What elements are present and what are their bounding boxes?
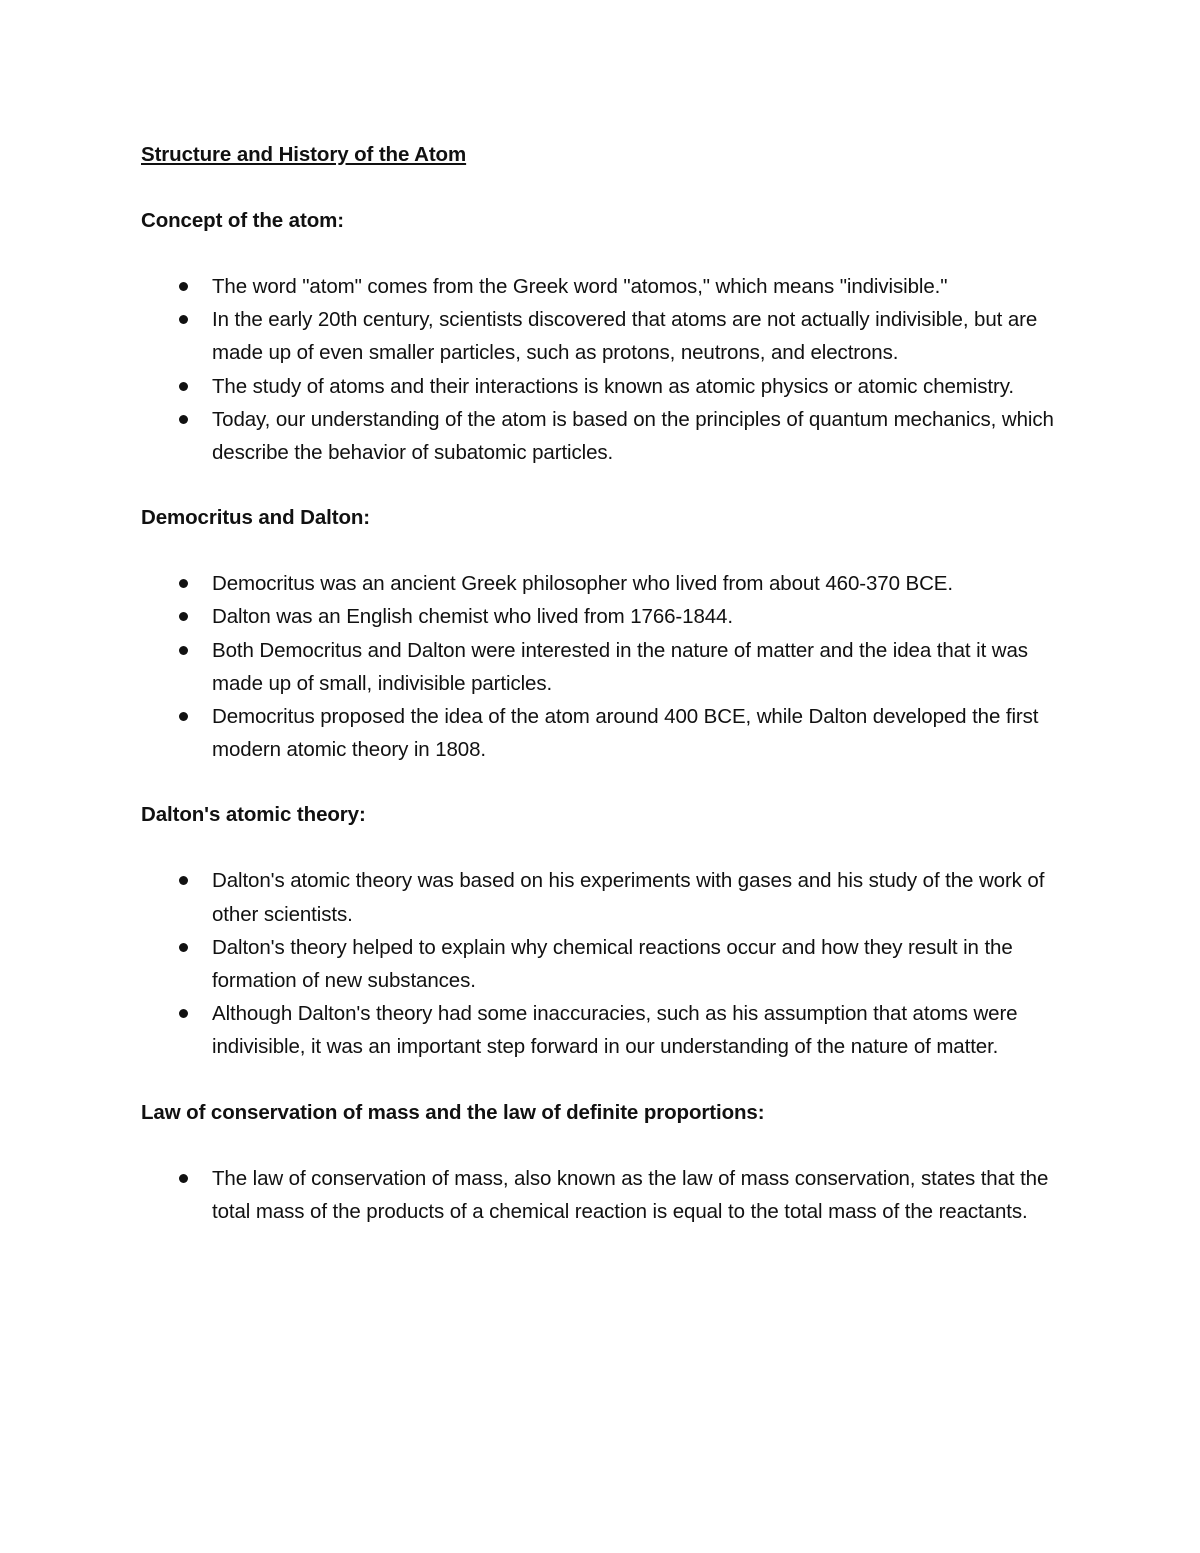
list-item: The study of atoms and their interactions is known as atomic physics or atomic chemistry. — [141, 370, 1061, 403]
bullet-list — [141, 270, 1061, 469]
list-item: Both Democritus and Dalton were interested in the nature of matter and the idea that it was made up of small, indivisible particles. — [141, 634, 1061, 700]
bullet-list — [141, 1162, 1061, 1228]
bullet-list — [141, 567, 1061, 766]
list-item: Democritus was an ancient Greek philosopher who lived from about 460-370 BCE. — [141, 567, 1061, 600]
bullet-list — [141, 864, 1061, 1063]
bullet-icon — [179, 876, 188, 885]
bullet-icon — [179, 382, 188, 391]
bullet-icon — [179, 579, 188, 588]
section-concept-of-atom — [141, 206, 1061, 469]
list-item: Today, our understanding of the atom is based on the principles of quantum mechanics, which describe the behavior of subatomic particles. — [141, 403, 1061, 469]
bullet-icon — [179, 646, 188, 655]
document-title: Structure and History of the Atom — [141, 143, 467, 166]
section-daltons-atomic-theory — [141, 800, 1061, 1063]
bullet-icon — [179, 712, 188, 721]
list-item: Dalton's atomic theory was based on his experiments with gases and his study of the work of other scientists. — [141, 864, 1061, 930]
section-heading: Law of conservation of mass and the law of definite proportions: — [141, 1100, 765, 1124]
document-body — [141, 140, 1061, 1228]
section-heading: Democritus and Dalton: — [141, 506, 371, 530]
section-heading: Concept of the atom: — [141, 209, 344, 232]
bullet-icon — [179, 1009, 188, 1018]
list-item: Democritus proposed the idea of the atom around 400 BCE, while Dalton developed the first modern atomic theory in 1808. — [141, 700, 1061, 766]
section-heading: Dalton's atomic theory: — [141, 803, 366, 827]
bullet-icon — [179, 415, 188, 424]
bullet-icon — [179, 1174, 188, 1183]
bullet-icon — [179, 612, 188, 621]
bullet-icon — [179, 282, 188, 291]
bullet-icon — [179, 943, 188, 952]
list-item: The word "atom" comes from the Greek word "atomos," which means "indivisible." — [141, 270, 1061, 303]
list-item: In the early 20th century, scientists discovered that atoms are not actually indivisible, but are made up of even smaller particles, such as protons, neutrons, and electrons. — [141, 303, 1061, 369]
section-conservation-and-definite-proportions — [141, 1098, 1061, 1228]
list-item: Dalton's theory helped to explain why chemical reactions occur and how they result in the formation of new substances. — [141, 931, 1061, 997]
list-item: Although Dalton's theory had some inaccuracies, such as his assumption that atoms were indivisible, it was an important step forward in our understanding of the nature of matter. — [141, 997, 1061, 1063]
list-item: Dalton was an English chemist who lived from 1766-1844. — [141, 600, 1061, 633]
list-item: The law of conservation of mass, also known as the law of mass conservation, states that the total mass of the products of a chemical reaction is equal to the total mass of the reactants. — [141, 1162, 1061, 1228]
bullet-icon — [179, 315, 188, 324]
section-democritus-and-dalton — [141, 503, 1061, 766]
